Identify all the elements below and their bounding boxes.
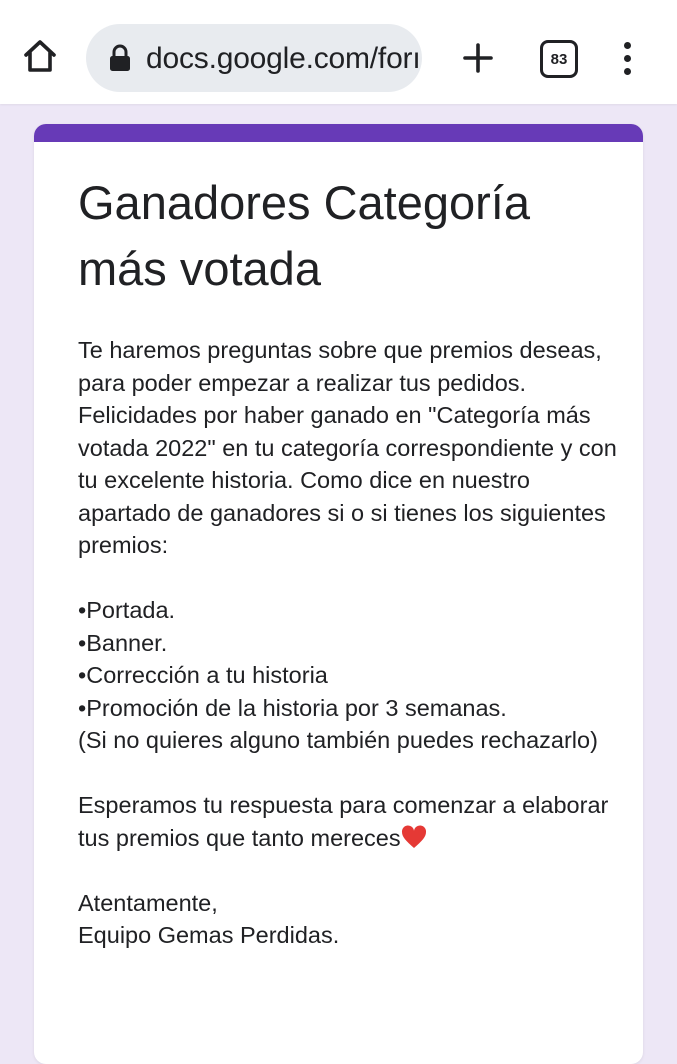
- closing-message: Esperamos tu respuesta para comenzar a elaborar tus premios que tanto mereces: [78, 792, 609, 851]
- prize-item: •Corrección a tu historia: [78, 662, 328, 688]
- form-header-card: [34, 124, 643, 1064]
- prize-list: [78, 594, 618, 724]
- prize-item: •Banner.: [78, 629, 168, 656]
- tab-count: 83: [550, 50, 568, 68]
- home-icon: [20, 36, 60, 76]
- browser-toolbar: [0, 0, 677, 104]
- form-title: Ganadores Categoría más votada: [78, 176, 531, 295]
- form-accent-bar: [34, 124, 643, 142]
- intro-paragraph: Te haremos preguntas sobre que premios deseas, para poder empezar a realizar tus pedidos. Felicidades por haber ganado en "Categoría más votada 2022" en tu categoría correspondiente y con tu excelente historia. Como dice en nuestro apartado de ganadores si o si tienes los siguientes premios:: [78, 337, 617, 558]
- home-button[interactable]: [18, 34, 62, 78]
- lock-icon: [108, 44, 132, 72]
- plus-icon: [461, 41, 495, 75]
- signoff-line-2: Equipo Gemas Perdidas.: [78, 922, 340, 948]
- note-text: (Si no quieres alguno también puedes rechazarlo): [78, 727, 598, 753]
- closing-text: [78, 789, 618, 854]
- url-text: docs.google.com/forı: [146, 42, 421, 75]
- new-tab-button[interactable]: [456, 36, 500, 80]
- red-heart-icon: [401, 825, 427, 849]
- more-vert-icon[interactable]: [612, 36, 642, 80]
- form-description: [78, 334, 618, 952]
- prize-item: •Portada.: [78, 597, 176, 623]
- signoff-line-1: Atentamente,: [78, 889, 218, 916]
- tab-switcher-button[interactable]: [540, 40, 578, 78]
- prize-item: •Promoción de la historia por 3 semanas.: [78, 694, 507, 721]
- address-bar[interactable]: [86, 24, 422, 92]
